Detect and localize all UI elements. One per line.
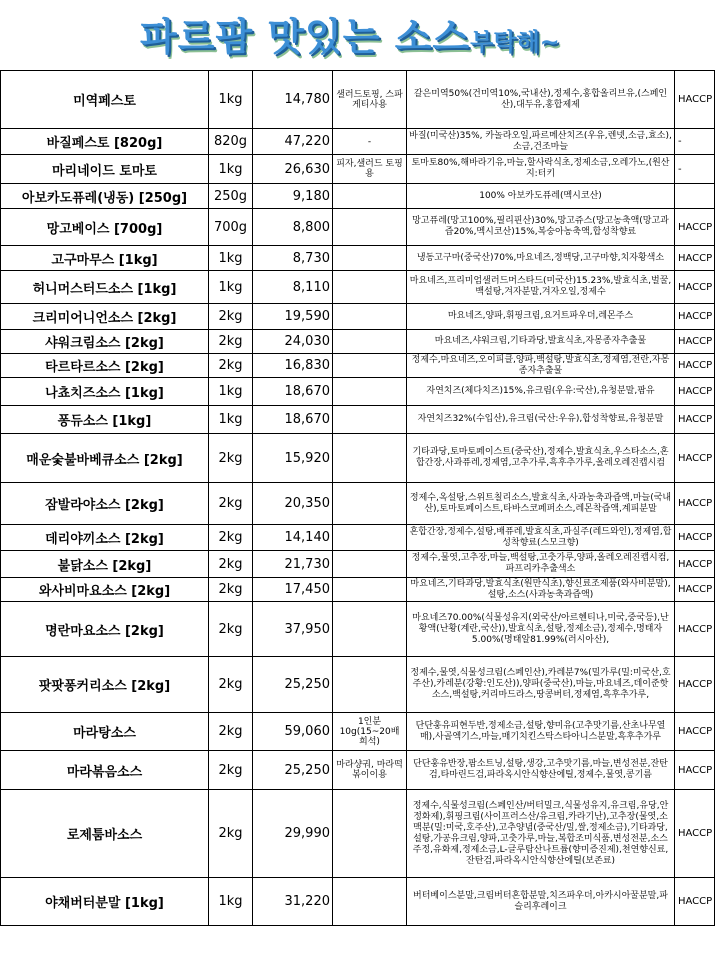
table-row	[1, 483, 715, 525]
product-unit: 1kg	[209, 878, 253, 926]
product-unit: 2kg	[209, 525, 253, 551]
product-usage	[333, 304, 407, 330]
product-ingredients: 정제수,식물성크림(스페인산/버터밀크,식물성유지,유크림,유당,안정화제),휘핑크림(사이프러스산/유크림,카라기난),고추장(물엿,소맥분(밀:미국,호주산),고추양념(중국산/밀,쌀,정제소금),기타과당,설탕,가공유크림,양파,고춧가루,마늘,복합조미식품,변성전분,소스주정,유화제,정제소금,L-글루탐산나트륨(향미증진제),천연향신료,잔탄검,파라옥시안식향산에틸(보존료)	[407, 790, 675, 878]
product-name: 퐁듀소스 [1kg]	[1, 406, 209, 434]
product-ingredients: 마요네즈,기타과당,발효식초(원만식초),향신료조제품(와사비분말),설탕,소스(사과농축과즙액)	[407, 578, 675, 602]
product-usage	[333, 578, 407, 602]
product-unit: 2kg	[209, 354, 253, 378]
product-cert: HACCP	[675, 71, 715, 129]
table-row	[1, 578, 715, 602]
product-cert: HACCP	[675, 304, 715, 330]
product-price: 9,180	[253, 184, 333, 209]
table-row	[1, 129, 715, 155]
title-main: 파르팜 맛있는 소스	[140, 15, 471, 59]
product-cert: HACCP	[675, 525, 715, 551]
product-name: 바질페스토 [820g]	[1, 129, 209, 155]
table-row	[1, 657, 715, 713]
product-unit: 2kg	[209, 790, 253, 878]
product-cert: HACCP	[675, 751, 715, 790]
product-usage	[333, 354, 407, 378]
product-name: 마라볶음소스	[1, 751, 209, 790]
product-name: 데리야끼소스 [2kg]	[1, 525, 209, 551]
product-name: 나쵸치즈소스 [1kg]	[1, 378, 209, 406]
product-cert: HACCP	[675, 209, 715, 246]
product-usage	[333, 434, 407, 483]
table-row	[1, 378, 715, 406]
product-price: 19,590	[253, 304, 333, 330]
table-row	[1, 551, 715, 578]
product-unit: 1kg	[209, 378, 253, 406]
product-unit: 2kg	[209, 602, 253, 657]
product-ingredients: 자연치즈(체다치즈)15%,유크림(우유:국산),유청분말,팜유	[407, 378, 675, 406]
product-name: 매운숯불바베큐소스 [2kg]	[1, 434, 209, 483]
product-usage: -	[333, 129, 407, 155]
product-ingredients: 단단훙유피현두반,정제소금,설탕,향미유(고추맛기름,산초나무열매),사골엑기스,마늘,매기치킨스탁스타아니스분말,흑후추가루	[407, 713, 675, 751]
product-price: 24,030	[253, 330, 333, 354]
title-sub: 부탁해~	[470, 28, 560, 56]
product-ingredients: 망고퓨레(망고100%,필리핀산)30%,망고쥬스(망고농축액(망고과즙20%,멕시코산)15%,복숭아농축액,합성착향료	[407, 209, 675, 246]
product-cert: HACCP	[675, 271, 715, 304]
product-usage	[333, 209, 407, 246]
product-cert: HACCP	[675, 246, 715, 271]
product-name: 팟팟퐁커리소스 [2kg]	[1, 657, 209, 713]
table-row	[1, 790, 715, 878]
product-cert: HACCP	[675, 378, 715, 406]
product-ingredients: 혼합간장,정제수,설탕,배퓨레,발효식초,과실주(레드와인),정제염,합성착향료(스모크향)	[407, 525, 675, 551]
product-price: 18,670	[253, 406, 333, 434]
product-unit: 2kg	[209, 304, 253, 330]
product-ingredients: 100% 아보카도퓨레(멕시코산)	[407, 184, 675, 209]
product-unit: 1kg	[209, 271, 253, 304]
product-usage: 샐러드토핑, 스파게티사용	[333, 71, 407, 129]
product-price: 25,250	[253, 751, 333, 790]
product-usage: 피자,샐러드 토핑용	[333, 155, 407, 184]
product-cert: -	[675, 155, 715, 184]
product-cert: HACCP	[675, 434, 715, 483]
product-ingredients: 마요네즈,양파,휘핑크림,요거트파우더,레몬주스	[407, 304, 675, 330]
product-usage	[333, 483, 407, 525]
product-price: 18,670	[253, 378, 333, 406]
product-name: 망고베이스 [700g]	[1, 209, 209, 246]
product-unit: 2kg	[209, 657, 253, 713]
product-usage	[333, 246, 407, 271]
product-cert: HACCP	[675, 483, 715, 525]
product-price: 8,730	[253, 246, 333, 271]
table-row	[1, 271, 715, 304]
product-ingredients: 마요네즈,프리미엄샐러드머스타드(미국산)15.23%,발효식초,벌꿀,백설탕,겨자분말,겨자오일,정제수	[407, 271, 675, 304]
product-name: 야채버터분말 [1kg]	[1, 878, 209, 926]
product-ingredients: 자연치즈32%(수입산),유크림(국산:우유),합성착향료,유청분말	[407, 406, 675, 434]
product-price: 21,730	[253, 551, 333, 578]
product-name: 마리네이드 토마토	[1, 155, 209, 184]
table-row	[1, 602, 715, 657]
product-usage	[333, 790, 407, 878]
product-usage	[333, 378, 407, 406]
product-price: 20,350	[253, 483, 333, 525]
product-cert	[675, 184, 715, 209]
product-name: 크리미어니언소스 [2kg]	[1, 304, 209, 330]
product-name: 와사비마요소스 [2kg]	[1, 578, 209, 602]
table-row	[1, 246, 715, 271]
product-cert: HACCP	[675, 330, 715, 354]
product-price: 17,450	[253, 578, 333, 602]
product-usage	[333, 551, 407, 578]
product-unit: 700g	[209, 209, 253, 246]
product-name: 타르타르소스 [2kg]	[1, 354, 209, 378]
table-row	[1, 406, 715, 434]
product-price: 29,990	[253, 790, 333, 878]
product-price: 16,830	[253, 354, 333, 378]
product-ingredients: 갈은미역50%(건미역10%,국내산),정제수,홍합올리브유,(스페인산),대두유,홍합제제	[407, 71, 675, 129]
product-price: 47,220	[253, 129, 333, 155]
product-ingredients: 정제수,마요네즈,오이피클,양파,백설탕,발효식초,정제염,전란,자몽종자추출물	[407, 354, 675, 378]
product-unit: 1kg	[209, 71, 253, 129]
table-row	[1, 330, 715, 354]
product-cert: -	[675, 129, 715, 155]
product-name: 허니머스터드소스 [1kg]	[1, 271, 209, 304]
table-row	[1, 184, 715, 209]
product-cert: HACCP	[675, 578, 715, 602]
product-unit: 250g	[209, 184, 253, 209]
product-unit: 2kg	[209, 483, 253, 525]
product-unit: 1kg	[209, 406, 253, 434]
product-usage	[333, 406, 407, 434]
product-unit: 2kg	[209, 713, 253, 751]
product-ingredients: 기타과당,토마토페이스트(중국산),정제수,발효식초,우스타소스,혼합간장,사과퓨레,정제염,고추가루,흑후추가루,올레오레진캡시컴	[407, 434, 675, 483]
product-ingredients: 냉동고구마(중국산)70%,마요네즈,정백당,고구마향,치자황색소	[407, 246, 675, 271]
product-name: 잠발라야소스 [2kg]	[1, 483, 209, 525]
product-ingredients: 마요네즈,샤워크림,기타과당,발효식초,자몽종자추출물	[407, 330, 675, 354]
product-cert: HACCP	[675, 657, 715, 713]
product-name: 불닭소스 [2kg]	[1, 551, 209, 578]
table-row	[1, 354, 715, 378]
table-row	[1, 713, 715, 751]
product-ingredients: 바질(미국산)35%, 카놀라오일,파르메산치즈(우유,렌넷,소금,효소),소금,건조마늘	[407, 129, 675, 155]
product-price: 37,950	[253, 602, 333, 657]
product-cert: HACCP	[675, 551, 715, 578]
product-unit: 820g	[209, 129, 253, 155]
product-usage	[333, 657, 407, 713]
product-price: 26,630	[253, 155, 333, 184]
product-ingredients: 정제수,물엿,고추장,마늘,백설탕,고춧가루,양파,올레오레진캡시컴,파프리카추출색소	[407, 551, 675, 578]
table-row	[1, 751, 715, 790]
product-ingredients: 버터베이스분말,크림버터혼합분말,치즈파우더,아카시아꿀분말,파슬리후레이크	[407, 878, 675, 926]
product-usage	[333, 525, 407, 551]
product-usage	[333, 271, 407, 304]
product-usage	[333, 602, 407, 657]
product-name: 미역페스토	[1, 71, 209, 129]
product-usage	[333, 330, 407, 354]
table-row	[1, 304, 715, 330]
product-name: 샤워크림소스 [2kg]	[1, 330, 209, 354]
product-unit: 2kg	[209, 434, 253, 483]
product-unit: 1kg	[209, 246, 253, 271]
product-name: 고구마무스 [1kg]	[1, 246, 209, 271]
table-row	[1, 434, 715, 483]
product-price: 31,220	[253, 878, 333, 926]
product-ingredients: 마요네즈70.00%(식물성유지(외국산/아르헨티나,미국,중국등),난황액(난황(계란,국산)),발효식초,설탕,정제소금),정제수,명태자5.00%(명태알81.99%(러시아산),	[407, 602, 675, 657]
product-cert: HACCP	[675, 790, 715, 878]
product-price: 14,780	[253, 71, 333, 129]
page-title	[140, 6, 700, 62]
product-cert: HACCP	[675, 602, 715, 657]
product-name: 로제툼바소스	[1, 790, 209, 878]
product-usage	[333, 878, 407, 926]
product-unit: 2kg	[209, 578, 253, 602]
product-usage	[333, 184, 407, 209]
product-usage: 1인분 10g(15~20배 희석)	[333, 713, 407, 751]
product-price: 14,140	[253, 525, 333, 551]
product-cert: HACCP	[675, 713, 715, 751]
product-cert: HACCP	[675, 354, 715, 378]
product-unit: 2kg	[209, 751, 253, 790]
table-row	[1, 71, 715, 129]
product-unit: 1kg	[209, 155, 253, 184]
product-ingredients: 토마토80%,해바라기유,마늘,할사락식초,정제소금,오레가노,(원산지:터키	[407, 155, 675, 184]
table-row	[1, 525, 715, 551]
product-usage: 마라샹궈, 마라떡볶이이용	[333, 751, 407, 790]
product-name: 아보카도퓨레(냉동) [250g]	[1, 184, 209, 209]
product-ingredients: 정제수,옥설탕,스위트칠리소스,발효식초,사과농축과즙액,마늘(국내산),토마토페이스트,타바스코페퍼소스,레몬착즙액,계피분말	[407, 483, 675, 525]
product-name: 마라탕소스	[1, 713, 209, 751]
product-name: 명란마요소스 [2kg]	[1, 602, 209, 657]
product-price: 25,250	[253, 657, 333, 713]
price-table	[0, 70, 715, 926]
product-ingredients: 정제수,물엿,식물성크림(스페인산),카레분7%(밀가루(밀:미국산,호주산),카레분(강황:인도산)),양파(중국산),마늘,마요네즈,데이준핫소스,백설탕,커리마드라스,땅콩버터,정제염,흑후추가루,	[407, 657, 675, 713]
table-row	[1, 209, 715, 246]
table-row	[1, 155, 715, 184]
product-unit: 2kg	[209, 330, 253, 354]
product-price: 8,110	[253, 271, 333, 304]
product-cert: HACCP	[675, 406, 715, 434]
product-ingredients: 단단훙유반장,팜소트닝,설탕,생강,고추맛기름,마늘,변성전분,잔탄검,타마린드검,파라옥시안식향산에틸,정제수,물엿,콩기름	[407, 751, 675, 790]
table-row	[1, 878, 715, 926]
product-price: 8,800	[253, 209, 333, 246]
product-price: 59,060	[253, 713, 333, 751]
product-cert: HACCP	[675, 878, 715, 926]
product-unit: 2kg	[209, 551, 253, 578]
product-price: 15,920	[253, 434, 333, 483]
